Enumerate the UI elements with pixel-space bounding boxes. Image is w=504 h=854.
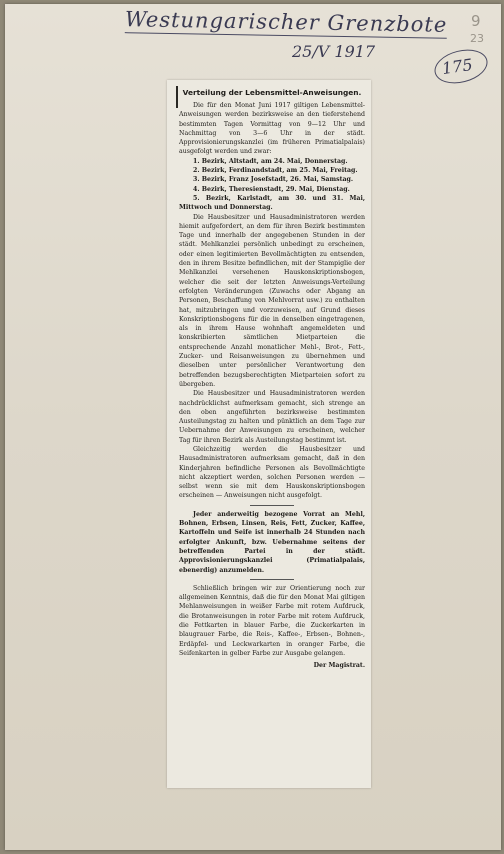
divider [250, 579, 294, 580]
district-2: 2. Bezirk, Ferdinandstadt, am 25. Mai, Freitag. [193, 167, 358, 175]
district-1: 1. Bezirk, Altstadt, am 24. Mai, Donnerstag. [193, 157, 348, 165]
pencil-sub-mark: 23 [470, 32, 484, 45]
pencil-page-mark: 9 [471, 12, 481, 30]
paragraph-children: Gleichzeitig werden die Hausbesitzer und Hausadministratoren aufmerksam gemacht, daß in den Kinderjahren befindliche Personen als Bevollmächtigte nicht akzeptiert werden, solchen Personen werden — selbst wenn sie mit dem Hauskonskriptionsbogen erscheinen — Anweisungen nicht ausgefolgt. [179, 445, 365, 500]
paragraph-owners: Die Hausbesitzer und Hausadministratoren werden hiemit aufgefordert, an dem für ihren Bezirk bestimmten Tage und innerhalb der angegebenen Stunden in der städt. Mehlkanzlei persönlich unbedingt zu erscheinen, oder einen legitimierten Bevollmächtigten zu entsenden, den in ihrem Besitze befindlichen, mit der Stampiglie der Mehlkanzlei versehenen Hauskonskriptionsbogen, welcher die seit der letzten Anweisungs-Verteilung erfolgten Veränderungen (Zuwachs oder Abgang an Personen, Beschaffung von Mehlvorrat usw.) zu enthalten hat, mitzubringen und vorzuweisen, auf Grund dieses Konskriptionsbogens für die in denselben eingetragenen, als in ihrem Hause wohnhaft angemeldeten und konskribierten sämtlichen Mietparteien die entsprechende Anzahl monatlicher Mehl-, Brot-, Fett-, Zucker- und Reisanweisungen zu übernehmen und dieselben unter persönlicher Verantwortung den betreffenden bezugsberechtigten Mietparteien sofort zu übergeben. [179, 213, 365, 388]
archive-sheet [5, 4, 501, 850]
district-5: 5. Bezirk, Karlstadt, am 30. und 31. Mai, Mittwoch und Donnerstag. [179, 194, 365, 212]
paragraph-colors: Schließlich bringen wir zur Orientierung noch zur allgemeinen Kenntnis, daß die für den Monat Mai giltigen Mehlanweisungen in weißer Farbe mit rotem Aufdruck, die Brotanweisungen in roter Farbe mit rotem Aufdruck, die Fettkarten in blauer Farbe, die Zuckerkarten in blaugrauer Farbe, die Reis-, Kaffee-, Erbsen-, Bohnen-, Erdäpfel- und Leckwarkarten in oranger Farbe, die Seifenkarten in gelber Farbe zur Ausgabe gelangen. [179, 584, 365, 657]
district-3: 3. Bezirk, Franz Josefstadt, 26. Mai, Samstag. [193, 176, 354, 184]
article-heading: Verteilung der Lebensmittel-Anweisungen. [182, 88, 362, 97]
article-intro: Die für den Monat Juni 1917 giltigen Lebensmittel-Anweisungen werden bezirksweise an den tieferstehend bestimmten Tagen Vormittag von 9—12 Uhr und Nachmittag von 3—6 Uhr in der städt. Approvisionierungskanzlei (im früheren Primatialpalais) ausgefolgt werden und zwar: [179, 102, 365, 156]
handwritten-ref-number: 175 [440, 54, 474, 79]
paragraph-stock: Jeder anderweitig bezogene Vorrat an Mehl, Bohnen, Erbsen, Linsen, Reis, Fett, Zucker, Kaffee, Kartoffeln und Seife ist innerhalb 24 Stunden nach erfolgter Ankunft, bzw. Uebernahme seitens der betreffenden Partei in der städt. Approvisionierungskanzlei (Primatialpalais, ebenerdig) anzumelden. [179, 510, 365, 574]
handwritten-date: 25/V 1917 [292, 42, 376, 61]
signature: Der Magistrat. [313, 662, 365, 670]
newspaper-clipping [167, 80, 371, 788]
district-4: 4. Bezirk, Theresienstadt, 29. Mai, Dienstag. [193, 185, 350, 193]
paragraph-punctuality: Die Hausbesitzer und Hausadministratoren werden nachdrücklichst aufmerksam gemacht, sich strenge an den oben angeführten bezirksweise bestimmten Austeilungstag zu halten und pünktlich an dem Tage zur Uebernahme der Anweisungen zu erscheinen, welcher Tag für ihren Bezirk als Austeilungstag bestimmt ist. [179, 390, 365, 444]
divider [250, 505, 294, 506]
handwritten-newspaper-title: Westungarischer Grenzbote [124, 7, 448, 37]
